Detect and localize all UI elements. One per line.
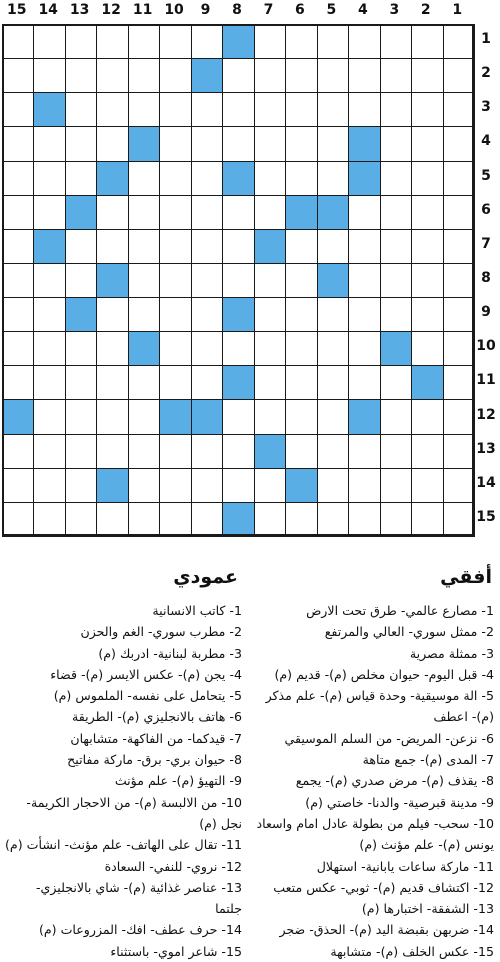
grid-cell[interactable]: [222, 399, 254, 434]
blocked-cell: [348, 399, 380, 434]
down-clue: 7- قيدكما- من الفاكهة- متشابهان: [70, 730, 242, 746]
grid-cell[interactable]: [380, 365, 412, 400]
grid-cell[interactable]: [159, 58, 191, 93]
blocked-cell: [96, 263, 128, 298]
grid-cell[interactable]: [285, 297, 317, 332]
down-clue: نجل (م): [199, 815, 242, 831]
grid-cell[interactable]: [191, 297, 223, 332]
blocked-cell: [285, 195, 317, 230]
grid-cell[interactable]: [128, 502, 160, 537]
across-clue: 13- الشفقة- اختبارها (م): [361, 901, 494, 917]
grid-cell[interactable]: [128, 161, 160, 196]
grid-cell[interactable]: [191, 331, 223, 366]
grid-cell[interactable]: [348, 331, 380, 366]
blocked-cell: [191, 58, 223, 93]
grid-cell[interactable]: [2, 502, 34, 537]
blocked-cell: [33, 229, 65, 264]
grid-cell[interactable]: [96, 195, 128, 230]
grid-cell[interactable]: [128, 263, 160, 298]
grid-cell[interactable]: [317, 58, 349, 93]
grid-cell[interactable]: [222, 126, 254, 161]
blocked-cell: [285, 468, 317, 503]
grid-cell[interactable]: [380, 126, 412, 161]
grid-cell[interactable]: [380, 58, 412, 93]
grid-cell[interactable]: [159, 92, 191, 127]
grid-cell[interactable]: [254, 195, 286, 230]
grid-cell[interactable]: [348, 263, 380, 298]
grid-cell[interactable]: [159, 195, 191, 230]
grid-cell[interactable]: [159, 24, 191, 59]
grid-cell[interactable]: [285, 229, 317, 264]
across-clue: 14- ضربهن بقبضة اليد (م)- الحذق- ضجر: [279, 922, 494, 938]
grid-cell[interactable]: [159, 502, 191, 537]
grid-cell[interactable]: [254, 297, 286, 332]
grid-cell[interactable]: [348, 434, 380, 469]
grid-cell[interactable]: [159, 297, 191, 332]
grid-cell[interactable]: [128, 399, 160, 434]
grid-cell[interactable]: [380, 468, 412, 503]
grid-cell[interactable]: [411, 24, 443, 59]
grid-cell[interactable]: [317, 434, 349, 469]
blocked-cell: [65, 195, 97, 230]
grid-cell[interactable]: [96, 58, 128, 93]
grid-cell[interactable]: [285, 331, 317, 366]
grid-cell[interactable]: [159, 331, 191, 366]
blocked-cell: [191, 399, 223, 434]
grid-cell[interactable]: [380, 502, 412, 537]
grid-cell[interactable]: [380, 24, 412, 59]
grid-cell[interactable]: [254, 468, 286, 503]
blocked-cell: [222, 24, 254, 59]
grid-cell[interactable]: [191, 263, 223, 298]
grid-cell[interactable]: [285, 126, 317, 161]
grid-cell[interactable]: [285, 502, 317, 537]
blocked-cell: [348, 161, 380, 196]
grid-cell[interactable]: [159, 161, 191, 196]
grid-cell[interactable]: [33, 502, 65, 537]
grid-cell[interactable]: [65, 24, 97, 59]
grid-cell[interactable]: [128, 92, 160, 127]
grid-cell[interactable]: [2, 263, 34, 298]
column-number: 2: [420, 2, 431, 18]
across-clue: 5- الة موسيقية- وحدة قياس (م)- علم مذكر: [265, 688, 494, 704]
across-clue: يونس (م)- علم مؤنث (م): [359, 837, 494, 853]
grid-cell[interactable]: [254, 24, 286, 59]
grid-cell[interactable]: [159, 365, 191, 400]
grid-cell[interactable]: [254, 331, 286, 366]
grid-cell[interactable]: [128, 297, 160, 332]
column-number: 15: [6, 2, 27, 18]
grid-cell[interactable]: [443, 92, 475, 127]
grid-cell[interactable]: [159, 126, 191, 161]
grid-cell[interactable]: [128, 195, 160, 230]
grid-cell[interactable]: [191, 468, 223, 503]
across-clue: 12- اكتشاف قديم (م)- ثوبي- عكس متعب: [273, 879, 494, 895]
across-clue: 11- ماركة ساعات يابانية- استهلال: [316, 858, 494, 874]
grid-cell[interactable]: [443, 468, 475, 503]
grid-cell[interactable]: [222, 263, 254, 298]
down-clue: 15- شاعر اموي- باستثناء: [110, 943, 242, 959]
grid-cell[interactable]: [443, 58, 475, 93]
grid-cell[interactable]: [191, 126, 223, 161]
blocked-cell: [348, 126, 380, 161]
grid-cell[interactable]: [191, 161, 223, 196]
row-number: 5: [481, 167, 491, 184]
grid-cell[interactable]: [317, 24, 349, 59]
down-heading: عمودي: [173, 566, 238, 588]
grid-cell[interactable]: [443, 502, 475, 537]
grid-cell[interactable]: [191, 365, 223, 400]
grid-cell[interactable]: [2, 229, 34, 264]
grid-cell[interactable]: [380, 263, 412, 298]
grid-cell[interactable]: [96, 365, 128, 400]
grid-cell[interactable]: [380, 434, 412, 469]
column-number: 9: [200, 2, 211, 18]
grid-cell[interactable]: [33, 195, 65, 230]
column-number: 10: [164, 2, 184, 18]
grid-cell[interactable]: [96, 399, 128, 434]
across-clue: 7- المدى (م)- جمع متاهة: [362, 752, 494, 768]
grid-cell[interactable]: [317, 161, 349, 196]
column-number: 11: [132, 2, 153, 18]
down-clue: 1- كاتب الانسانية: [152, 603, 242, 618]
column-number: 13: [69, 2, 90, 18]
column-number: 5: [326, 2, 337, 18]
grid-cell[interactable]: [317, 126, 349, 161]
row-number: 15: [476, 508, 496, 525]
grid-cell[interactable]: [65, 92, 97, 127]
grid-cell[interactable]: [411, 229, 443, 264]
grid-cell[interactable]: [33, 126, 65, 161]
grid-cell[interactable]: [159, 434, 191, 469]
grid-cell[interactable]: [254, 92, 286, 127]
row-number: 9: [481, 304, 491, 321]
grid-cell[interactable]: [191, 502, 223, 537]
grid-cell[interactable]: [317, 297, 349, 332]
grid-cell[interactable]: [2, 58, 34, 93]
down-clue: 11- تقال على الهاتف- علم مؤنث- انشأت (م): [5, 837, 242, 853]
down-clue: 4- يجن (م)- عكس الايسر (م)- قضاء: [50, 666, 242, 682]
row-number: 2: [481, 65, 491, 82]
blocked-cell: [380, 331, 412, 366]
across-clue: 4- قبل اليوم- حيوان مخلص (م)- قديم (م): [274, 666, 494, 682]
grid-cell[interactable]: [33, 297, 65, 332]
column-number: 8: [232, 2, 242, 18]
grid-cell[interactable]: [380, 92, 412, 127]
grid-cell[interactable]: [33, 263, 65, 298]
across-clue: 2- ممثل سوري- العالي والمرتفع: [324, 624, 494, 640]
row-number: 13: [476, 440, 496, 457]
grid-cell[interactable]: [285, 161, 317, 196]
across-heading: أفقي: [440, 566, 492, 588]
grid-cell[interactable]: [96, 126, 128, 161]
grid-cell[interactable]: [128, 24, 160, 59]
blocked-cell: [96, 161, 128, 196]
grid-cell[interactable]: [222, 434, 254, 469]
grid-cell[interactable]: [33, 161, 65, 196]
grid-cell[interactable]: [443, 126, 475, 161]
grid-cell[interactable]: [317, 399, 349, 434]
blocked-cell: [65, 297, 97, 332]
grid-cell[interactable]: [222, 195, 254, 230]
grid-cell[interactable]: [443, 297, 475, 332]
grid-cell[interactable]: [2, 195, 34, 230]
grid-cell[interactable]: [317, 92, 349, 127]
grid-cell[interactable]: [411, 468, 443, 503]
column-number: 7: [263, 2, 274, 18]
grid-cell[interactable]: [2, 126, 34, 161]
across-clue: 8- يقذف (م)- مرض صدري (م)- يجمع: [295, 773, 494, 789]
grid-cell[interactable]: [128, 468, 160, 503]
grid-cell[interactable]: [443, 263, 475, 298]
grid-cell[interactable]: [411, 434, 443, 469]
grid-cell[interactable]: [33, 58, 65, 93]
down-clue: 2- مطرب سوري- الغم والحزن: [80, 624, 242, 640]
blocked-cell: [317, 263, 349, 298]
grid-cell[interactable]: [285, 434, 317, 469]
grid-cell[interactable]: [317, 468, 349, 503]
grid-cell[interactable]: [65, 161, 97, 196]
grid-cell[interactable]: [285, 399, 317, 434]
grid-cell[interactable]: [348, 502, 380, 537]
grid-cell[interactable]: [411, 195, 443, 230]
row-number: 6: [481, 201, 491, 218]
across-clue: (م)- اعطف: [433, 709, 494, 725]
blocked-cell: [159, 399, 191, 434]
grid-cell[interactable]: [254, 126, 286, 161]
grid-cell[interactable]: [348, 229, 380, 264]
down-clue: 10- من الالبسة (م)- من الاحجار الكريمة-: [26, 794, 242, 810]
grid-cell[interactable]: [380, 229, 412, 264]
grid-cell[interactable]: [411, 502, 443, 537]
blocked-cell: [128, 331, 160, 366]
across-clue: 10- سحب- فيلم من بطولة عادل امام واسعاد: [256, 815, 494, 831]
column-number: 12: [101, 2, 121, 18]
grid-cell[interactable]: [65, 365, 97, 400]
grid-cell[interactable]: [65, 263, 97, 298]
grid-cell[interactable]: [380, 399, 412, 434]
grid-cell[interactable]: [2, 297, 34, 332]
grid-cell[interactable]: [128, 365, 160, 400]
grid-cell[interactable]: [33, 365, 65, 400]
down-clues-list: [2, 600, 242, 962]
grid-cell[interactable]: [2, 92, 34, 127]
grid-cell[interactable]: [96, 229, 128, 264]
grid-cell[interactable]: [443, 195, 475, 230]
grid-cell[interactable]: [191, 434, 223, 469]
row-number: 1: [481, 31, 491, 48]
down-clue: 13- عناصر غذائية (م)- شاي بالانجليزي-: [35, 879, 242, 895]
grid-cell[interactable]: [348, 468, 380, 503]
row-number: 11: [476, 372, 496, 389]
grid-cell[interactable]: [2, 161, 34, 196]
grid-cell[interactable]: [2, 24, 34, 59]
column-number: 3: [389, 2, 400, 18]
grid-cell[interactable]: [128, 434, 160, 469]
blocked-cell: [411, 365, 443, 400]
column-number: 4: [357, 2, 368, 18]
grid-cell[interactable]: [411, 399, 443, 434]
across-clue: 6- نزعن- المريض- من السلم الموسيقي: [284, 730, 494, 746]
grid-cell[interactable]: [65, 468, 97, 503]
grid-cell[interactable]: [380, 161, 412, 196]
grid-cell[interactable]: [159, 468, 191, 503]
grid-cell[interactable]: [254, 58, 286, 93]
grid-cell[interactable]: [348, 195, 380, 230]
row-number: 10: [476, 338, 496, 355]
grid-cell[interactable]: [222, 331, 254, 366]
grid-cell[interactable]: [2, 434, 34, 469]
grid-cell[interactable]: [65, 126, 97, 161]
grid-cell[interactable]: [33, 399, 65, 434]
down-clue: 14- حرف عطف- افك- المزروعات (م): [38, 922, 242, 938]
grid-cell[interactable]: [254, 399, 286, 434]
grid-cell[interactable]: [411, 161, 443, 196]
grid-cell[interactable]: [96, 434, 128, 469]
grid-cell[interactable]: [348, 58, 380, 93]
grid-cell[interactable]: [380, 195, 412, 230]
down-clue: 8- حيوان بري- برق- ماركة مفاتيح: [67, 752, 242, 768]
blocked-cell: [222, 365, 254, 400]
grid-cell[interactable]: [191, 92, 223, 127]
grid-cell[interactable]: [443, 365, 475, 400]
blocked-cell: [96, 468, 128, 503]
grid-cell[interactable]: [285, 24, 317, 59]
column-numbers: [0, 0, 500, 22]
grid-cell[interactable]: [2, 365, 34, 400]
grid-cell[interactable]: [222, 92, 254, 127]
grid-cell[interactable]: [65, 58, 97, 93]
blocked-cell: [222, 502, 254, 537]
grid-cell[interactable]: [2, 468, 34, 503]
blocked-cell: [33, 92, 65, 127]
grid-cell[interactable]: [96, 297, 128, 332]
grid-cell[interactable]: [348, 92, 380, 127]
row-number: 7: [481, 235, 491, 252]
grid-cell[interactable]: [222, 229, 254, 264]
column-number: 1: [452, 2, 463, 18]
grid-cell[interactable]: [411, 126, 443, 161]
grid-cell[interactable]: [285, 365, 317, 400]
grid-cell[interactable]: [285, 58, 317, 93]
blocked-cell: [222, 161, 254, 196]
grid-cell[interactable]: [285, 92, 317, 127]
column-number: 14: [38, 2, 58, 18]
grid-cell[interactable]: [191, 24, 223, 59]
down-clue: 5- يتحامل على نفسه- الملموس (م): [53, 688, 242, 704]
grid-cell[interactable]: [348, 365, 380, 400]
blocked-cell: [222, 297, 254, 332]
row-number: 8: [481, 270, 491, 286]
grid-cell[interactable]: [254, 263, 286, 298]
grid-cell[interactable]: [2, 331, 34, 366]
grid-cell[interactable]: [33, 331, 65, 366]
blocked-cell: [254, 229, 286, 264]
grid-cell[interactable]: [411, 92, 443, 127]
grid-cell[interactable]: [191, 229, 223, 264]
across-clue: 15- عكس الخلف (م)- متشابهة: [330, 943, 494, 959]
row-number: 12: [476, 406, 496, 423]
grid-cell[interactable]: [317, 365, 349, 400]
grid-cell[interactable]: [317, 229, 349, 264]
grid-cell[interactable]: [65, 502, 97, 537]
grid-cell[interactable]: [65, 434, 97, 469]
grid-cell[interactable]: [443, 161, 475, 196]
grid-cell[interactable]: [96, 24, 128, 59]
grid-cell[interactable]: [159, 229, 191, 264]
across-clue: 1- مصارع عالمي- طرق تحت الارض: [306, 603, 494, 618]
grid-cell[interactable]: [317, 502, 349, 537]
blocked-cell: [254, 434, 286, 469]
grid-cell[interactable]: [443, 434, 475, 469]
grid-cell[interactable]: [222, 468, 254, 503]
grid-cell[interactable]: [65, 399, 97, 434]
grid-cell[interactable]: [285, 263, 317, 298]
grid-cell[interactable]: [380, 297, 412, 332]
grid-cell[interactable]: [317, 331, 349, 366]
grid-cell[interactable]: [65, 331, 97, 366]
across-clue: 3- ممثلة مصرية: [409, 645, 494, 661]
grid-cell[interactable]: [128, 229, 160, 264]
grid-cell[interactable]: [348, 297, 380, 332]
grid-cell[interactable]: [411, 297, 443, 332]
grid-cell[interactable]: [96, 502, 128, 537]
down-clue: 9- التهيؤ (م)- علم مؤنث: [114, 773, 242, 789]
down-clue: جلتما: [215, 901, 242, 917]
down-clue: 12- نروي- للنفي- السعادة: [104, 858, 242, 874]
grid-cell[interactable]: [443, 24, 475, 59]
grid-cell[interactable]: [411, 263, 443, 298]
row-number: 14: [476, 474, 496, 491]
grid-cell[interactable]: [33, 434, 65, 469]
grid-cell[interactable]: [254, 161, 286, 196]
grid-cell[interactable]: [65, 229, 97, 264]
down-clue: 3- مطربة لبنانية- ادربك (م): [98, 645, 242, 661]
grid-cell[interactable]: [33, 468, 65, 503]
blocked-cell: [2, 399, 34, 434]
row-number: 3: [481, 99, 491, 116]
down-clue: 6- هاتف بالانجليزي (م)- الطريقة: [72, 709, 242, 725]
column-number: 6: [295, 2, 305, 18]
grid-cell[interactable]: [159, 263, 191, 298]
grid-cell[interactable]: [443, 229, 475, 264]
grid-cell[interactable]: [128, 58, 160, 93]
blocked-cell: [317, 195, 349, 230]
grid-cell[interactable]: [33, 24, 65, 59]
grid-cell[interactable]: [411, 331, 443, 366]
grid-cell[interactable]: [348, 24, 380, 59]
row-number: 4: [481, 133, 491, 150]
grid-cell[interactable]: [411, 58, 443, 93]
grid-cell[interactable]: [254, 365, 286, 400]
blocked-cell: [128, 126, 160, 161]
across-clues-list: [254, 600, 494, 962]
grid-cell[interactable]: [254, 502, 286, 537]
grid-cell[interactable]: [96, 331, 128, 366]
grid-cell[interactable]: [96, 92, 128, 127]
grid-cell[interactable]: [443, 399, 475, 434]
grid-cell[interactable]: [191, 195, 223, 230]
grid-cell[interactable]: [222, 58, 254, 93]
crossword-grid: [2, 24, 474, 536]
grid-cell[interactable]: [443, 331, 475, 366]
across-clue: 9- مدينة قبرصية- والدنا- خاصتي (م): [305, 794, 494, 810]
